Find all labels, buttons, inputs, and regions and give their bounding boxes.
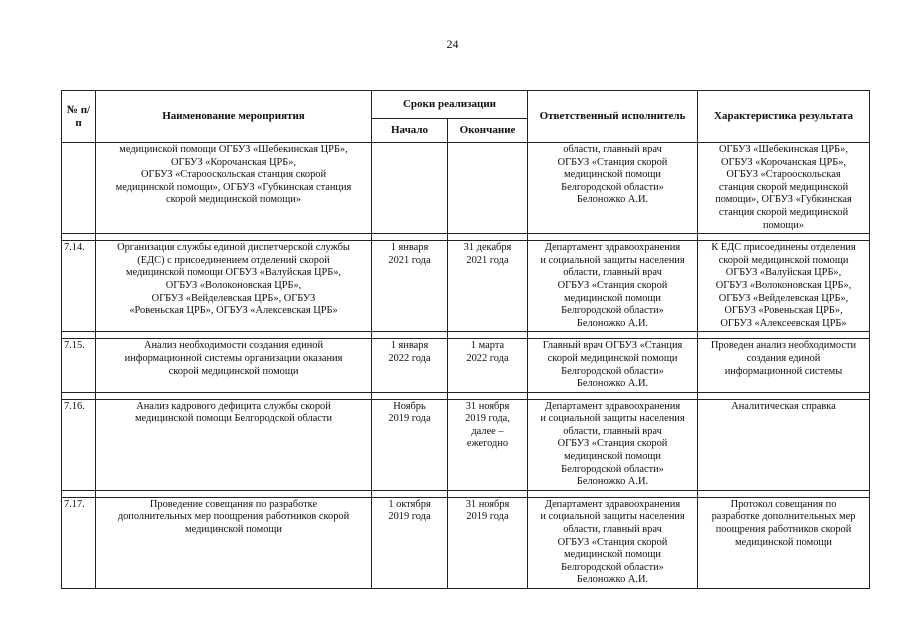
cell-line: скорой медицинской помощи (718, 254, 849, 266)
table-row (62, 241, 870, 332)
cell-line: Протокол совещания по (730, 498, 837, 510)
header-start: Начало (372, 119, 448, 143)
cell-line: области, главный врач (563, 144, 662, 155)
cell-line: Белоножко А.И. (576, 574, 649, 586)
cell-line: ОГБУЗ «Волоконовская ЦРБ», (715, 279, 852, 291)
cell-line: ОГБУЗ «Волоконовская ЦРБ», (165, 279, 302, 291)
cell-end (448, 339, 528, 392)
cell-num: 7.16. (62, 399, 96, 490)
cell-name (96, 143, 372, 234)
cell-line: области, главный врач (563, 267, 662, 279)
cell-line: Белгородской области» (561, 305, 664, 317)
row-separator (62, 234, 870, 241)
cell-line: 2019 года, (465, 413, 510, 425)
cell-line: ОГБУЗ «Ровеньская ЦРБ», (724, 305, 843, 317)
cell-line: и социальной защиты населения (540, 413, 685, 425)
cell-line: информационной системы организации оказания (124, 352, 343, 364)
cell-executor (528, 241, 698, 332)
cell-start (372, 497, 448, 588)
cell-line: ОГБУЗ «Старооскольская (726, 169, 841, 181)
cell-num (62, 143, 96, 234)
cell-line: далее – (471, 425, 504, 437)
cell-line: разработке дополнительных мер (711, 511, 856, 523)
cell-line: ОГБУЗ «Станция скорой (557, 438, 668, 450)
cell-line: медицинской помощи (564, 169, 661, 181)
cell-result (698, 497, 870, 588)
cell-start (372, 143, 448, 234)
cell-line: медицинской помощи (564, 451, 661, 463)
cell-start (372, 399, 448, 490)
cell-line: ОГБУЗ «Вейделевская ЦРБ», (718, 292, 849, 304)
cell-line: Белоножко А.И. (576, 476, 649, 488)
cell-executor (528, 143, 698, 234)
cell-line: и социальной защиты населения (540, 254, 685, 266)
cell-line: Проведен анализ необходимости (710, 340, 857, 352)
separator-cell (448, 332, 528, 339)
cell-line: станция скорой медицинской (718, 181, 849, 193)
cell-name (96, 339, 372, 392)
separator-cell (528, 392, 698, 399)
cell-line: помощи» (762, 219, 805, 231)
cell-line: ОГБУЗ «Станция скорой (557, 279, 668, 291)
cell-line: дополнительных мер поощрения работников скорой (117, 511, 350, 523)
cell-line: 1 октября (388, 498, 431, 510)
cell-line: ежегодно (466, 438, 509, 450)
cell-line: Белоножко А.И. (576, 317, 649, 329)
separator-cell (372, 234, 448, 241)
cell-line: Анализ необходимости создания единой (143, 340, 324, 352)
cell-line: ОГБУЗ «Станция скорой (557, 156, 668, 168)
cell-line: Аналитическая справка (731, 400, 836, 412)
cell-line: 2019 года (388, 511, 431, 523)
cell-line: скорой медицинской помощи (547, 352, 678, 364)
cell-result (698, 143, 870, 234)
separator-cell (448, 392, 528, 399)
header-result: Характеристика результата (698, 91, 870, 143)
cell-result (698, 339, 870, 392)
separator-cell (528, 490, 698, 497)
cell-line: Белгородской области» (561, 463, 664, 475)
cell-start (372, 241, 448, 332)
cell-line: «Ровеньская ЦРБ», ОГБУЗ «Алексевская ЦРБ» (129, 305, 338, 317)
cell-line: 2021 года (466, 254, 509, 266)
cell-line: Департамент здравоохранения (544, 242, 681, 254)
table-row (62, 399, 870, 490)
separator-cell (62, 392, 96, 399)
separator-cell (96, 234, 372, 241)
cell-num: 7.17. (62, 497, 96, 588)
separator-cell (698, 392, 870, 399)
separator-cell (698, 234, 870, 241)
cell-line: медицинской помощи (185, 524, 282, 536)
header-period: Сроки реализации (372, 91, 528, 119)
row-separator (62, 392, 870, 399)
separator-cell (528, 234, 698, 241)
separator-cell (96, 332, 372, 339)
cell-start (372, 339, 448, 392)
table-row (62, 497, 870, 588)
cell-line: и социальной защиты населения (540, 511, 685, 523)
row-separator (62, 490, 870, 497)
cell-line: 1 января (390, 242, 429, 254)
cell-line: Проведение совещания по разработке (149, 498, 318, 510)
cell-end (448, 143, 528, 234)
header-num: № п/п (62, 91, 96, 143)
cell-line: ОГБУЗ «Корочанская ЦРБ», (171, 156, 296, 168)
cell-line: создания единой (746, 352, 821, 364)
cell-executor (528, 497, 698, 588)
cell-line: области, главный врач (563, 524, 662, 536)
separator-cell (62, 234, 96, 241)
cell-line: ОГБУЗ «Корочанская ЦРБ», (721, 156, 846, 168)
cell-line: Главный врач ОГБУЗ «Станция (542, 340, 683, 352)
cell-line: поощрения работников скорой (715, 524, 852, 536)
cell-line: медицинской помощи ОГБУЗ «Шебекинская ЦРБ», (119, 144, 348, 155)
separator-cell (528, 332, 698, 339)
table-body (62, 143, 870, 589)
cell-end (448, 399, 528, 490)
cell-line: 1 января (390, 340, 429, 352)
cell-num: 7.14. (62, 241, 96, 332)
cell-line: Белгородской области» (561, 561, 664, 573)
cell-line: Департамент здравоохранения (544, 498, 681, 510)
cell-line: Белоножко А.И. (576, 378, 649, 390)
row-separator (62, 332, 870, 339)
cell-line: 1 марта (470, 340, 505, 352)
cell-name (96, 241, 372, 332)
cell-line: станция скорой медицинской (718, 206, 849, 218)
cell-line: информационной системы (724, 365, 843, 377)
cell-line: 2022 года (388, 352, 431, 364)
cell-line: 2019 года (466, 511, 509, 523)
separator-cell (62, 332, 96, 339)
cell-line: медицинской помощи», ОГБУЗ «Губкинская станция (115, 181, 352, 193)
separator-cell (96, 490, 372, 497)
cell-line: ОГБУЗ «Старооскольская станция скорой (140, 169, 327, 181)
cell-line: 31 ноября (465, 400, 510, 412)
cell-line: скорой медицинской помощи» (165, 194, 302, 206)
cell-line: 2022 года (466, 352, 509, 364)
cell-line: области, главный врач (563, 425, 662, 437)
cell-line: ОГБУЗ «Шебекинская ЦРБ», (719, 144, 848, 155)
separator-cell (448, 234, 528, 241)
cell-line: 31 ноября (465, 498, 510, 510)
table-row (62, 143, 870, 234)
cell-line: медицинской помощи (564, 292, 661, 304)
cell-line: Белоножко А.И. (576, 194, 649, 206)
cell-line: ОГБУЗ «Вейделевская ЦРБ», ОГБУЗ (151, 292, 316, 304)
cell-name (96, 497, 372, 588)
cell-line: помощи», ОГБУЗ «Губкинская (715, 194, 852, 206)
separator-cell (448, 490, 528, 497)
cell-line: медицинской помощи Белгородской области (134, 413, 333, 425)
cell-line: медицинской помощи ОГБУЗ «Валуйская ЦРБ», (126, 267, 341, 279)
cell-result (698, 399, 870, 490)
separator-cell (372, 392, 448, 399)
cell-line: 2021 года (388, 254, 431, 266)
cell-line: скорой медицинской помощи (168, 365, 299, 377)
separator-cell (372, 332, 448, 339)
separator-cell (698, 332, 870, 339)
cell-line: медицинской помощи (564, 549, 661, 561)
cell-end (448, 497, 528, 588)
cell-line: Белгородской области» (561, 365, 664, 377)
cell-num: 7.15. (62, 339, 96, 392)
cell-line: Белгородской области» (561, 181, 664, 193)
cell-line: ОГБУЗ «Алексеевская ЦРБ» (720, 317, 847, 329)
cell-executor (528, 399, 698, 490)
cell-result (698, 241, 870, 332)
activities-table (61, 90, 870, 589)
cell-line: 2019 года (388, 413, 431, 425)
cell-line: 31 декабря (463, 242, 512, 254)
page-number: 24 (446, 37, 459, 51)
cell-line: Анализ кадрового дефицита службы скорой (136, 400, 331, 412)
header-end: Окончание (448, 119, 528, 143)
separator-cell (698, 490, 870, 497)
cell-line: Организация службы единой диспетчерской службы (117, 242, 350, 254)
cell-line: медицинской помощи (735, 536, 832, 548)
cell-line: ОГБУЗ «Станция скорой (557, 536, 668, 548)
cell-name (96, 399, 372, 490)
cell-line: К ЕДС присоединены отделения (711, 242, 856, 254)
cell-line: Департамент здравоохранения (544, 400, 681, 412)
cell-line: (ЕДС) с присоединением отделений скорой (137, 254, 330, 266)
separator-cell (372, 490, 448, 497)
cell-line: Ноябрь (393, 400, 426, 412)
cell-end (448, 241, 528, 332)
header-executor: Ответственный исполнитель (528, 91, 698, 143)
header-name: Наименование мероприятия (96, 91, 372, 143)
table-row (62, 339, 870, 392)
separator-cell (62, 490, 96, 497)
cell-line: ОГБУЗ «Валуйская ЦРБ», (725, 267, 842, 279)
cell-executor (528, 339, 698, 392)
separator-cell (96, 392, 372, 399)
